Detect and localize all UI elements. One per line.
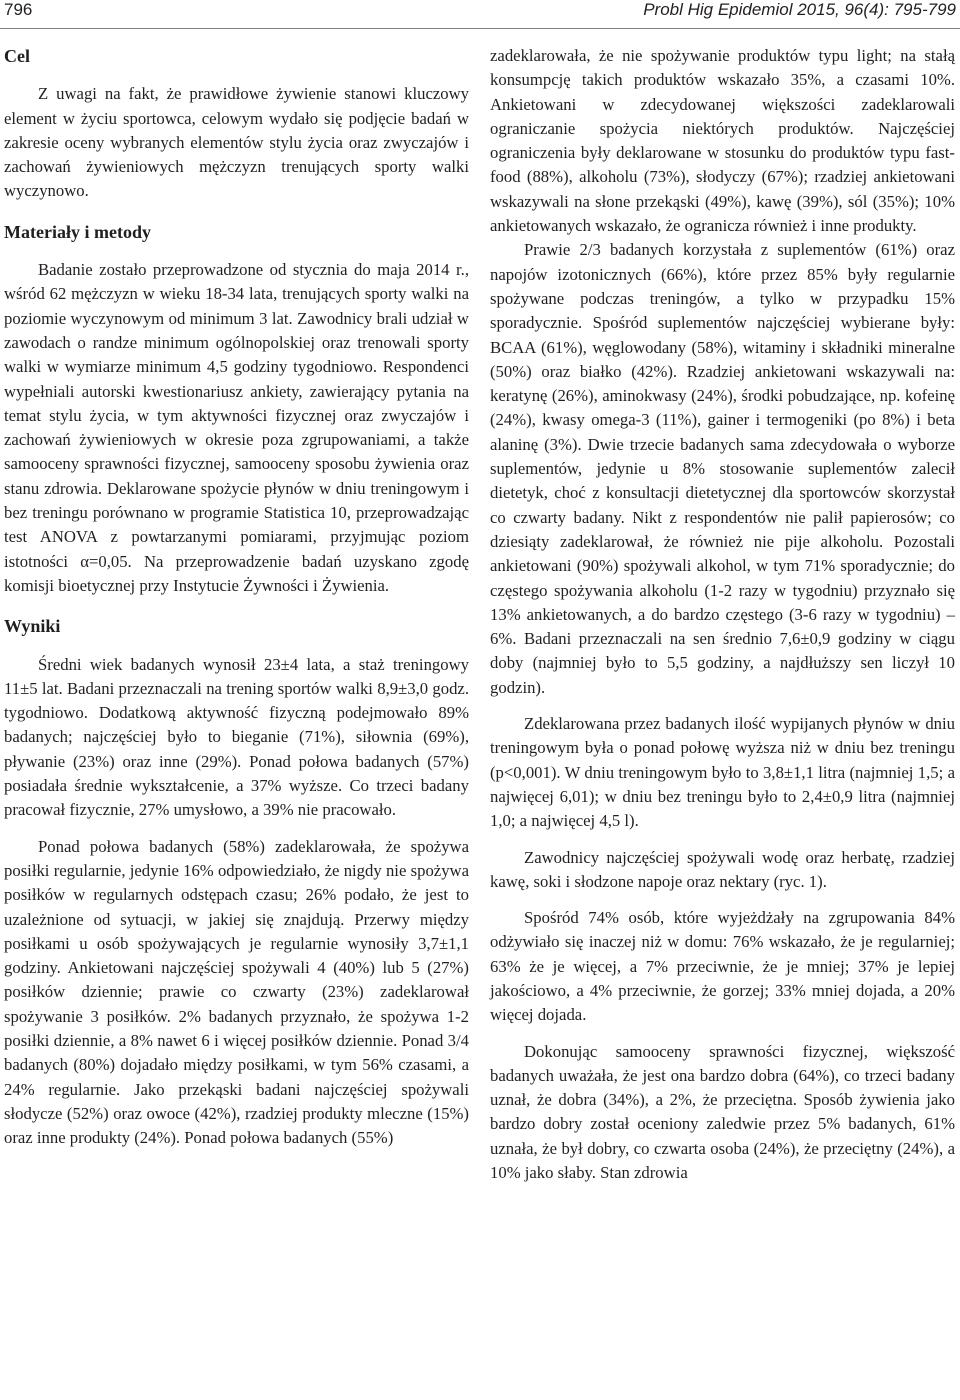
journal-reference: Probl Hig Epidemiol 2015, 96(4): 795-799 bbox=[643, 0, 956, 19]
section-heading-wyniki: Wyniki bbox=[4, 616, 61, 637]
right-paragraph-2: Prawie 2/3 badanych korzystała z suplementów (61%) oraz napojów izotonicznych (66%), które przez 85% były regularnie spożywane podczas treningów, a tylko w przypadku 15% sporadycznie. Spośród suplementów najczęściej wybierane były: BCAA (61%), węglowodany (58%), witaminy i składniki mineralne (50%) oraz białko (42%). Rzadziej ankietowani wskazywali na: keratynę (26%), aminokwasy (24%), środki pobudzające, np. kofeinę (24%), kwasy omega-3 (11%), gainer i termogeniki (po 8%) i beta alaninę (3%). Dwie trzecie badanych sama zdecydowała o wyborze suplementów, jedynie u 8% stosowanie suplementów zalecił dietetyk, choć z konsultacji dietetycznej dla sportowców skorzystał co czwarty badany. Nikt z respondentów nie palił papierosów; co dziesiąty zadeklarował, że również nie pije alkoholu. Pozostali ankietowani (90%) spożywali alkohol, w tym 71% sporadycznie; do częstego spożywania alkoholu (1-2 razy w tygodniu) przyznało się 13% ankietowanych, a do bardzo częstego (3-6 razy w tygodniu) – 6%. Badani przeznaczali na sen średnio 7,6±0,9 godziny w ciągu doby (najmniej było to 5,5 godziny, a najdłuższy sen liczył 10 godzin). bbox=[490, 240, 955, 697]
section-heading-materialy: Materiały i metody bbox=[4, 221, 151, 242]
page-header bbox=[0, 0, 960, 28]
right-paragraph-6: Dokonując samooceny sprawności fizycznej, większość badanych uważała, że jest ona bardzo dobra (64%), co trzeci badany uznał, że dobra (34%), a 2%, że przeciętna. Sposób żywienia jako bardzo dobry został oceniony zaledwie przez 5% badanych, 61% uznała, że był dobry, co czwarta osoba (24%), że przeciętny (24%), a 10% jako słaby. Stan zdrowia bbox=[490, 1041, 955, 1183]
header-rule bbox=[0, 28, 960, 29]
cel-paragraph: Z uwagi na fakt, że prawidłowe żywienie stanowi kluczowy element w życiu sportowca, celowym wydało się podjęcie badań w zakresie oceny wybranych elementów stylu życia oraz zwyczajów i zachowań żywieniowych mężczyzn trenujących sporty walki wyczynowo. bbox=[4, 84, 469, 201]
left-column bbox=[4, 44, 469, 1150]
materialy-paragraph: Badanie zostało przeprowadzone od stycznia do maja 2014 r., wśród 62 mężczyzn w wieku 18-34 lata, trenujących sporty walki na poziomie wyczynowym od minimum 3 lat. Zawodnicy brali udział w zawodach o randze minimum ogólnopolskiej oraz trenowali sporty walki w wymiarze minimum 4,5 godziny tygodniowo. Respondenci wypełniali autorski kwestionariusz ankiety, zawierający pytania na temat stylu życia, w tym aktywności fizycznej oraz zwyczajów i zachowań żywieniowych w okresie poza zgrupowaniami, a także samooceny sprawności fizycznej, samooceny sposobu żywienia oraz stanu zdrowia. Deklarowane spożycie płynów w dniu treningowym i bez treningu porównano w programie Statistica 10, przeprowadzając test ANOVA z powtarzanymi pomiarami, przyjmując poziom istotności α=0,05. Na przeprowadzenie badań uzyskano zgodę komisji bioetycznej przy Instytucie Żywności i Żywienia. bbox=[4, 260, 469, 595]
page-number: 796 bbox=[4, 0, 33, 19]
wyniki-paragraph-2: Ponad połowa badanych (58%) zadeklarowała, że spożywa posiłki regularnie, jedynie 16% odpowiedziało, że nigdy nie spożywa posiłków w regularnych odstępach czasu; 26% podało, że jest to uzależnione od sytuacji, w jakiej się znajdują. Przerwy między posiłkami u osób spożywających je regularnie wynosiły 3,7±1,1 godziny. Ankietowani najczęściej spożywali 4 (40%) lub 5 (27%) posiłków dziennie; prawie co czwarty (23%) zadeklarował spożywanie 3 posiłków. 2% badanych przyznało, że spożywa 1-2 posiłki dziennie, a 8% nawet 6 i więcej posiłków dziennie. Ponad 3/4 badanych (80%) dojadało między posiłkami, w tym 56% czasami, a 24% regularnie. Jako przekąski badani najczęściej spożywali słodycze (52%) oraz owoce (42%), rzadziej produkty mleczne (15%) oraz inne produkty (24%). Ponad połowa badanych (55%) bbox=[4, 836, 469, 1148]
right-paragraph-3: Zdeklarowana przez badanych ilość wypijanych płynów w dniu treningowym była o ponad połowę wyższa niż w dniu bez treningu (p<0,001). W dniu treningowym było to 3,8±1,1 litra (najmniej 1,5; a najwięcej 6,01); w dniu bez treningu było to 2,4±0,9 litra (najmniej 1,0; a najwięcej 4,5 l). bbox=[490, 714, 955, 831]
section-heading-cel: Cel bbox=[4, 46, 30, 66]
wyniki-paragraph-1: Średni wiek badanych wynosił 23±4 lata, a staż treningowy 11±5 lat. Badani przeznaczali na trening sportów walki 8,9±3,0 godz. tygodniowo. Dodatkową aktywność fizyczną podejmowało 89% badanych; najczęściej było to bieganie (71%), siłownia (69%), pływanie (23%) oraz inne (29%). Ponad połowa badanych (57%) posiadała średnie wykształcenie, a 37% wyższe. Co trzeci badany pracował fizycznie, 27% umysłowo, a 39% nie pracowało. bbox=[4, 654, 469, 820]
right-paragraph-4: Zawodnicy najczęściej spożywali wodę oraz herbatę, rzadziej kawę, soki i słodzone napoje oraz nektary (ryc. 1). bbox=[490, 847, 955, 891]
right-paragraph-5: Spośród 74% osób, które wyjeżdżały na zgrupowania 84% odżywiało się inaczej niż w domu: 76% wskazało, że je regularniej; 63% że je więcej, a 7% przeciwnie, że je mniej; 37% je lepiej jakościowo, a 4% przeciwnie, że gorzej; 33% mniej dojada, a 20% więcej dojada. bbox=[490, 908, 955, 1025]
right-column bbox=[490, 44, 955, 1185]
right-paragraph-1: zadeklarowała, że nie spożywanie produktów typu light; na stałą konsumpcję takich produktów wskazało 35%, a czasami 10%. Ankietowani w zdecydowanej większości zadeklarowali ograniczanie spożycia niektórych produktów. Najczęściej ograniczenia były deklarowane w stosunku do produktów typu fast-food (88%), alkoholu (73%), słodyczy (67%); rzadziej ankietowani wskazywali na słone przekąski (49%), kawę (39%), sól (35%); 10% ankietowanych wskazało, że ogranicza również i inne produkty. bbox=[490, 46, 955, 236]
